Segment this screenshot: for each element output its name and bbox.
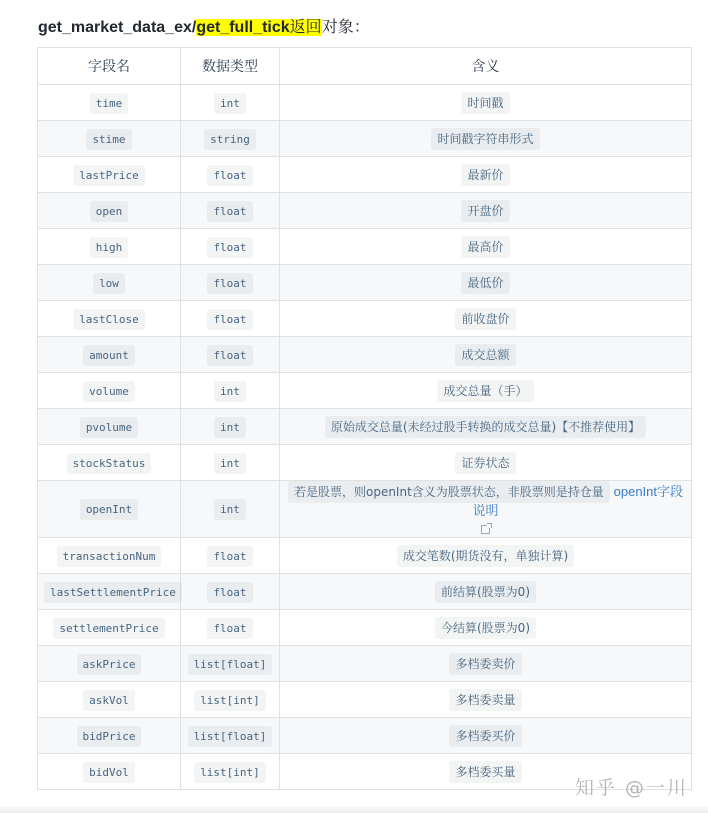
field-name-cell: [38, 646, 181, 682]
data-type-cell: [181, 481, 280, 538]
meaning-text: 证券状态: [455, 452, 515, 474]
field-name: lastPrice: [73, 165, 145, 186]
heading-prefix: get_market_data_ex/: [38, 19, 197, 36]
field-name: askPrice: [77, 654, 142, 675]
field-name-cell: [38, 409, 181, 445]
meaning-text: 开盘价: [461, 200, 509, 222]
field-name: bidVol: [83, 762, 135, 783]
data-type: int: [214, 417, 246, 438]
data-type: float: [207, 309, 252, 330]
table-row: [38, 481, 692, 538]
data-type: list[int]: [194, 762, 266, 783]
field-name-cell: [38, 373, 181, 409]
header-data-type: 数据类型: [181, 48, 280, 85]
meaning-cell: [280, 265, 692, 301]
table-row: [38, 718, 692, 754]
data-type: float: [207, 273, 252, 294]
data-type: float: [207, 582, 252, 603]
field-name-cell: [38, 682, 181, 718]
field-name-cell: [38, 301, 181, 337]
bottom-edge: [0, 806, 708, 813]
field-name: transactionNum: [57, 546, 162, 567]
data-type-cell: [181, 445, 280, 481]
table-row: [38, 610, 692, 646]
meaning-cell: [280, 646, 692, 682]
field-name-cell: [38, 85, 181, 121]
meaning-cell: [280, 718, 692, 754]
field-name: openInt: [80, 499, 138, 520]
meaning-text: 多档委买价: [449, 725, 521, 747]
field-name-cell: [38, 718, 181, 754]
field-name: open: [90, 201, 129, 222]
external-link-icon: [481, 525, 490, 534]
data-type-cell: [181, 646, 280, 682]
meaning-cell: [280, 337, 692, 373]
data-type: int: [214, 499, 246, 520]
meaning-cell: [280, 157, 692, 193]
field-name: low: [93, 273, 125, 294]
field-name-cell: [38, 193, 181, 229]
data-type-cell: [181, 574, 280, 610]
data-type-cell: [181, 409, 280, 445]
field-name-cell: [38, 157, 181, 193]
meaning-text: 成交笔数(期货没有，单独计算): [397, 545, 574, 567]
meaning-text: 多档委买量: [449, 761, 521, 783]
field-name: stockStatus: [67, 453, 152, 474]
data-type-cell: [181, 373, 280, 409]
field-name-cell: [38, 265, 181, 301]
meaning-cell: [280, 301, 692, 337]
field-name: pvolume: [80, 417, 138, 438]
header-meaning: 含义: [280, 48, 692, 85]
data-type-cell: [181, 121, 280, 157]
table-row: [38, 538, 692, 574]
data-type-cell: [181, 157, 280, 193]
table-row: [38, 409, 692, 445]
field-name: settlementPrice: [53, 618, 164, 639]
meaning-cell: [280, 373, 692, 409]
table-row: [38, 157, 692, 193]
table-row: [38, 373, 692, 409]
meaning-cell: [280, 229, 692, 265]
data-type-cell: [181, 193, 280, 229]
table-row: [38, 445, 692, 481]
meaning-cell: [280, 538, 692, 574]
field-name-cell: [38, 754, 181, 790]
data-type-cell: [181, 682, 280, 718]
field-name-cell: [38, 121, 181, 157]
data-type-cell: [181, 265, 280, 301]
table-row: [38, 301, 692, 337]
field-name: stime: [86, 129, 131, 150]
table-row: [38, 574, 692, 610]
meaning-cell: [280, 121, 692, 157]
data-type: int: [214, 453, 246, 474]
data-type: list[int]: [194, 690, 266, 711]
field-name: time: [90, 93, 129, 114]
meaning-text: 成交总量（手）: [437, 380, 533, 402]
table-row: [38, 646, 692, 682]
field-name-cell: [38, 610, 181, 646]
section-heading: [38, 14, 370, 37]
header-field-name: 字段名: [38, 48, 181, 85]
meaning-text: 最高价: [461, 236, 509, 258]
data-type-cell: [181, 301, 280, 337]
watermark: 知乎 @一川: [574, 777, 688, 799]
meaning-cell: [280, 610, 692, 646]
data-type-cell: [181, 538, 280, 574]
field-name-cell: [38, 574, 181, 610]
meaning-cell: [280, 682, 692, 718]
table-header-row: [38, 48, 692, 85]
data-type: float: [207, 546, 252, 567]
meaning-text: 成交总额: [455, 344, 515, 366]
meaning-text: 若是股票，则openInt含义为股票状态，非股票则是持仓量: [288, 481, 610, 503]
tick-fields-table: [37, 47, 692, 790]
meaning-text: 多档委卖量: [449, 689, 521, 711]
meaning-text: 前结算(股票为0): [435, 581, 536, 603]
meaning-text: 时间戳: [461, 92, 509, 114]
meaning-text: 原始成交总量(未经过股手转换的成交总量)【不推荐使用】: [325, 416, 646, 438]
data-type: int: [214, 381, 246, 402]
data-type-cell: [181, 610, 280, 646]
data-type: float: [207, 237, 252, 258]
data-type: list[float]: [188, 654, 273, 675]
field-name-cell: [38, 337, 181, 373]
meaning-text: 时间戳字符串形式: [431, 128, 539, 150]
data-type: list[float]: [188, 726, 273, 747]
data-type: int: [214, 93, 246, 114]
meaning-cell: [280, 85, 692, 121]
data-type-cell: [181, 229, 280, 265]
data-type-cell: [181, 85, 280, 121]
field-name: lastSettlementPrice: [44, 582, 182, 603]
field-name: high: [90, 237, 129, 258]
field-name: bidPrice: [77, 726, 142, 747]
meaning-text: 最新价: [461, 164, 509, 186]
meaning-cell: [280, 445, 692, 481]
field-name-cell: [38, 538, 181, 574]
highlighted-function-name: get_full_tick返回: [196, 19, 322, 36]
data-type: string: [204, 129, 256, 150]
data-type-cell: [181, 337, 280, 373]
openint-doc-link[interactable]: openInt字段说明: [472, 484, 683, 518]
field-name: askVol: [83, 690, 135, 711]
field-name-cell: [38, 229, 181, 265]
meaning-text: 今结算(股票为0): [435, 617, 536, 639]
meaning-text: 多档委卖价: [449, 653, 521, 675]
field-name: volume: [83, 381, 135, 402]
data-type: float: [207, 201, 252, 222]
table-row: [38, 337, 692, 373]
field-name: amount: [83, 345, 135, 366]
table-row: [38, 121, 692, 157]
data-type: float: [207, 345, 252, 366]
meaning-cell: [280, 574, 692, 610]
table-row: [38, 193, 692, 229]
table-row: [38, 682, 692, 718]
field-name-cell: [38, 445, 181, 481]
meaning-cell: [280, 481, 692, 538]
data-type: float: [207, 165, 252, 186]
data-type-cell: [181, 718, 280, 754]
table-row: [38, 265, 692, 301]
data-type: float: [207, 618, 252, 639]
meaning-text: 最低价: [461, 272, 509, 294]
field-name: lastClose: [73, 309, 145, 330]
meaning-cell: [280, 193, 692, 229]
table-row: [38, 85, 692, 121]
meaning-text: 前收盘价: [455, 308, 515, 330]
heading-suffix: 对象：: [321, 19, 370, 36]
table-row: [38, 229, 692, 265]
meaning-cell: [280, 409, 692, 445]
data-type-cell: [181, 754, 280, 790]
field-name-cell: [38, 481, 181, 538]
